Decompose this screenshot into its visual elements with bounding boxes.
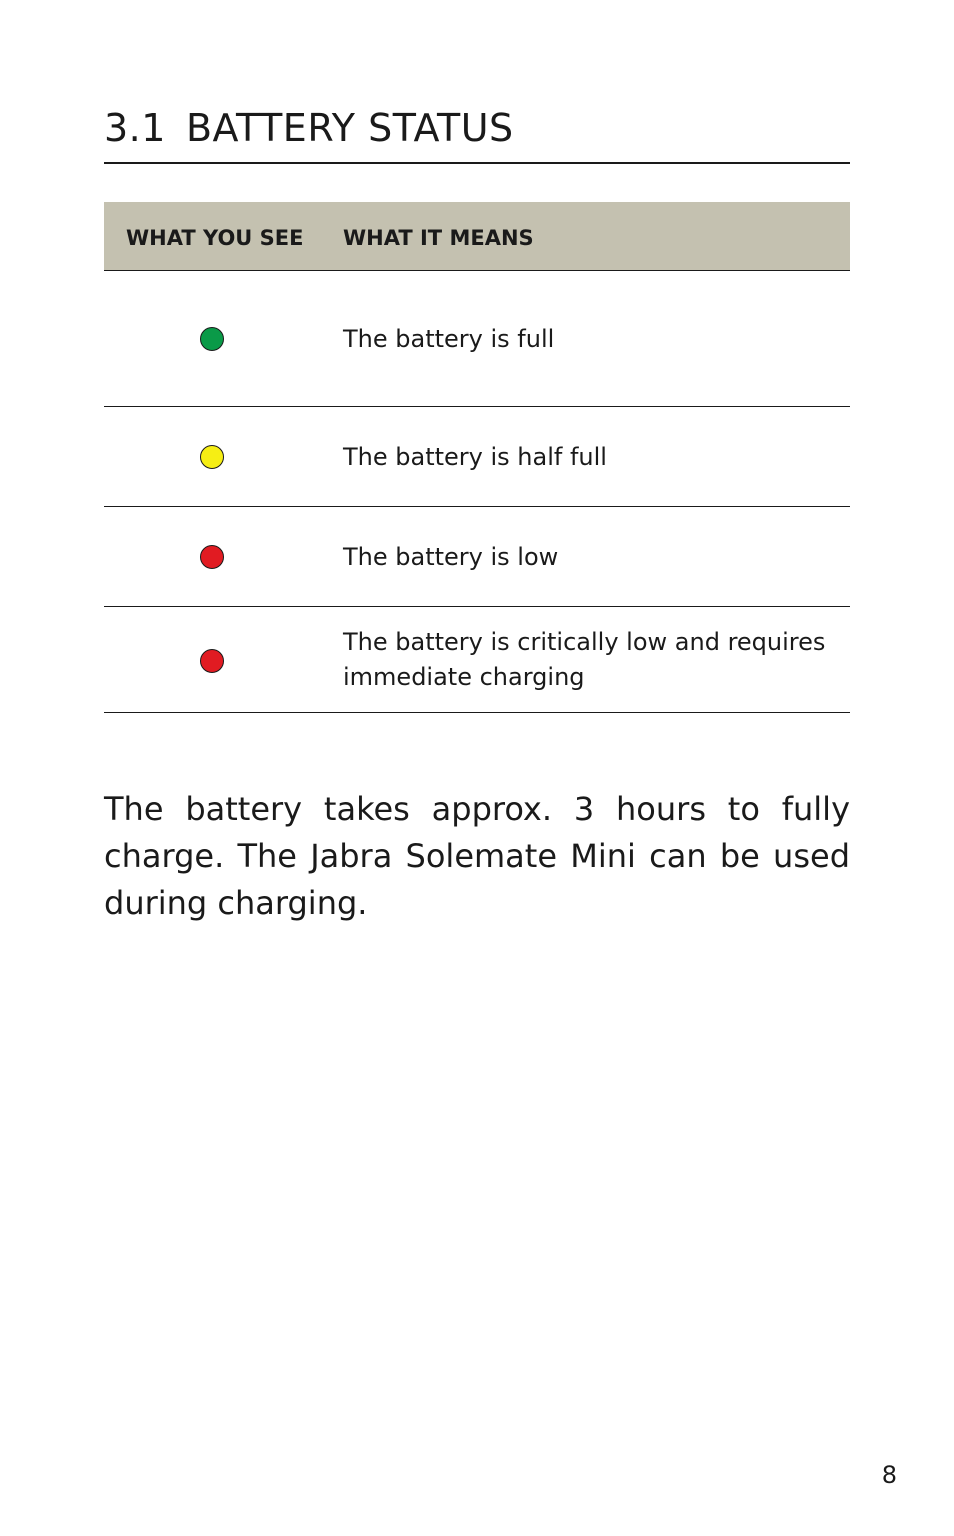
charging-info-paragraph: The battery takes approx. 3 hours to fully charge. The Jabra Solemate Mini can be used during charging. [104,790,850,922]
table-header [104,202,850,271]
section-number: 3.1 [104,106,166,150]
table-row [104,507,850,607]
header-what-you-see: WHAT YOU SEE [126,226,304,250]
table-row [104,271,850,407]
row-meaning: The battery is half full [343,443,607,471]
row-meaning: The battery is low [343,543,559,571]
table-row [104,407,850,507]
battery-status-table [104,202,850,713]
page-number: 8 [881,1461,897,1489]
red-led-icon [200,649,224,673]
row-meaning: The battery is full [343,325,555,353]
section-title [104,104,850,164]
row-meaning: The battery is critically low and requires immediate charging [343,628,826,691]
table-row [104,607,850,713]
yellow-led-icon [200,445,224,469]
section-title-text: BATTERY STATUS [185,106,514,150]
green-led-icon [200,327,224,351]
red-led-icon [200,545,224,569]
header-what-it-means: WHAT IT MEANS [343,226,534,250]
